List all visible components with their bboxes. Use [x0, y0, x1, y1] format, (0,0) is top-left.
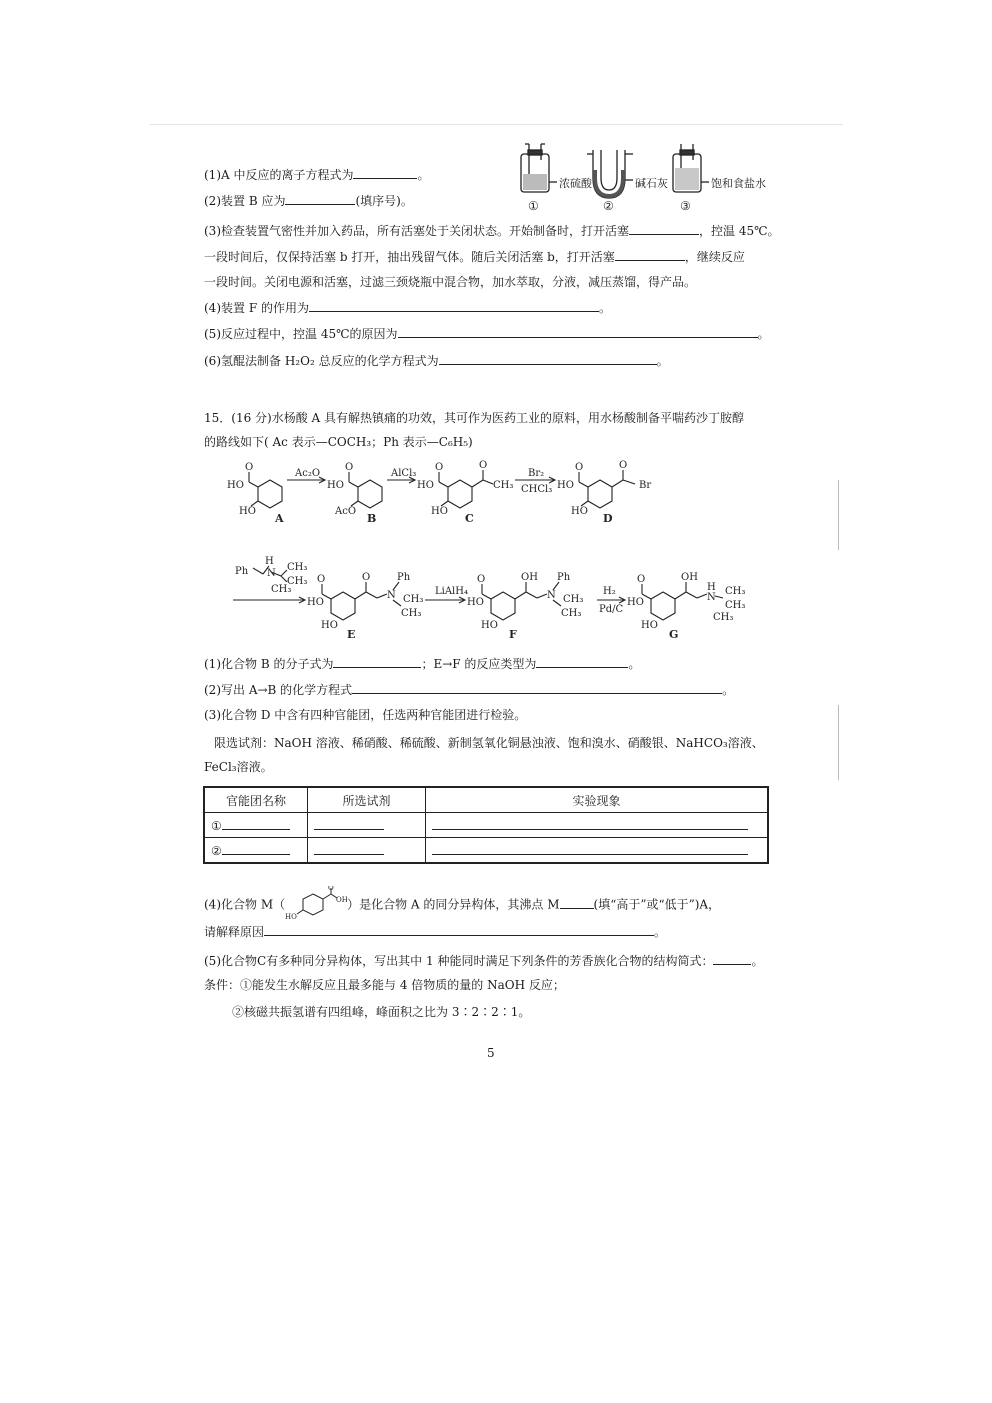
- compound-label: G: [669, 628, 679, 641]
- label-saturated-brine: 饱和食盐水: [711, 177, 766, 190]
- u-tube-icon: [587, 150, 633, 198]
- q15-sub2: (2)写出 A→B 的化学方程式 。: [204, 683, 735, 697]
- benzene-ring: [491, 592, 515, 620]
- reagent-label: CHCl₃: [521, 484, 553, 495]
- reagent-label: Br₂: [528, 468, 545, 479]
- page-number: 5: [487, 1046, 495, 1060]
- compound-label: B: [367, 512, 377, 525]
- atom-label: HO: [467, 597, 484, 608]
- synthesis-scheme-drawing: [225, 556, 765, 642]
- table-cell[interactable]: ①: [204, 813, 308, 838]
- q14-part1: (1)A 中反应的离子方程式为 。: [204, 168, 430, 182]
- q14-part3-line3: 一段时间。关闭电源和活塞，过滤三颈烧瓶中混合物，加水萃取，分液，减压蒸馏，得产品。: [204, 275, 697, 289]
- table-header-row: [204, 787, 768, 813]
- label-soda-lime: 碱石灰: [635, 177, 668, 190]
- q14-part3-line2: 一段时间后，仅保持活塞 b 打开，抽出残留气体。随后关闭活塞 b，打开活塞 ，继续反应: [204, 250, 745, 264]
- atom-label: Ph: [557, 572, 571, 583]
- reagent-label: Pd/C: [599, 604, 624, 615]
- atom-label: O: [637, 574, 646, 585]
- table-row: [204, 813, 768, 838]
- atom-label: HO: [239, 506, 256, 517]
- atom-label: H: [707, 582, 716, 593]
- answer-blank[interactable]: [222, 842, 290, 855]
- apparatus-diagram: [515, 140, 815, 215]
- table-header: 实验现象: [426, 787, 769, 813]
- atom-label: O: [328, 886, 334, 892]
- apparatus-drawing: [515, 140, 815, 215]
- atom-label: O: [435, 462, 444, 473]
- atom-label: HO: [307, 597, 324, 608]
- apparatus-number: ②: [603, 199, 614, 213]
- compound-label: E: [347, 628, 356, 641]
- atom-label: O: [479, 460, 488, 471]
- atom-label: N: [707, 592, 716, 603]
- answer-blank[interactable]: [309, 299, 599, 312]
- atom-label: HO: [641, 620, 658, 631]
- atom-label: OH: [336, 896, 348, 904]
- answer-blank[interactable]: [314, 842, 384, 855]
- atom-label: OH: [521, 572, 538, 583]
- atom-label: O: [345, 462, 354, 473]
- atom-label: N: [547, 590, 556, 601]
- answer-blank[interactable]: [629, 222, 699, 235]
- atom-label: CH₃: [725, 600, 746, 611]
- atom-label: CH₃: [271, 584, 292, 595]
- q14-part1-text: (1)A 中反应的离子方程式为: [204, 168, 354, 182]
- answer-blank[interactable]: [536, 655, 628, 668]
- compound-m-drawing: [285, 886, 347, 920]
- atom-label: Ph: [235, 566, 249, 577]
- reagent-label: LiAlH₄: [435, 586, 468, 597]
- atom-label: H: [265, 556, 274, 567]
- atom-label: HO: [431, 506, 448, 517]
- q15-intro-line2: 的路线如下( Ac 表示—COCH₃；Ph 表示—C₆H₅): [204, 435, 473, 449]
- compound-m-structure: [285, 886, 347, 924]
- q15-intro-line1: 15．(16 分)水杨酸 A 具有解热镇痛的功效，其可作为医药工业的原料，用水杨酸制备平喘药沙丁胺醇: [204, 411, 745, 425]
- answer-blank[interactable]: [713, 952, 751, 965]
- q14-part2-text: (2)装置 B 应为: [204, 194, 286, 208]
- q14-part2: (2)装置 B 应为 (填序号)。: [204, 194, 413, 208]
- q15-condition2: ②核磁共振氢谱有四组峰，峰面积之比为 3∶2∶2∶1。: [232, 1005, 531, 1019]
- q15-condition1: 条件：①能发生水解反应且最多能与 4 倍物质的量的 NaOH 反应；: [204, 978, 565, 992]
- answer-blank[interactable]: [353, 166, 417, 179]
- scan-margin-mark: [838, 705, 839, 780]
- benzene-ring: [588, 480, 612, 508]
- label-conc-sulfuric-acid: 浓硫酸: [559, 177, 592, 190]
- compound-label: A: [275, 512, 284, 525]
- table-cell[interactable]: [308, 813, 426, 838]
- answer-blank[interactable]: [439, 352, 657, 365]
- atom-label: O: [575, 462, 584, 473]
- atom-label: CH₃: [287, 576, 308, 587]
- answer-blank[interactable]: [432, 842, 748, 855]
- q15-sub3: (3)化合物 D 中含有四种官能团，任选两种官能团进行检验。: [204, 708, 527, 722]
- atom-label: CH₃: [403, 594, 424, 605]
- reagent-label: Ac₂O: [295, 468, 321, 479]
- q15-sub5: (5)化合物C有多种同分异构体，写出其中 1 种能同时满足下列条件的芳香族化合物的结构简式： 。: [204, 954, 764, 968]
- q15-reagent-list-line1: 限选试剂：NaOH 溶液、稀硝酸、稀硫酸、新制氢氧化铜悬浊液、饱和溴水、硝酸银、NaHCO₃溶液、: [214, 736, 764, 750]
- answer-blank[interactable]: [222, 817, 290, 830]
- table-header: 官能团名称: [204, 787, 308, 813]
- q14-part6: (6)氢醌法制备 H₂O₂ 总反应的化学方程式为 。: [204, 354, 669, 368]
- atom-label: O: [317, 574, 326, 585]
- atom-label: CH₃: [713, 612, 734, 623]
- apparatus-number: ①: [528, 199, 539, 213]
- top-rule: [150, 124, 843, 125]
- wash-bottle-icon: [673, 144, 709, 192]
- table-cell[interactable]: [308, 838, 426, 864]
- atom-label: OH: [681, 572, 698, 583]
- benzene-ring: [358, 480, 382, 508]
- synthesis-scheme-drawing: [225, 458, 745, 528]
- table-header: 所选试剂: [308, 787, 426, 813]
- table-row: [204, 838, 768, 864]
- atom-label: HO: [321, 620, 338, 631]
- compound-label: F: [509, 628, 517, 641]
- atom-label: CH₃: [563, 594, 584, 605]
- q14-part5: (5)反应过程中，控温 45℃的原因为 。: [204, 327, 770, 341]
- wash-bottle-icon: [521, 144, 557, 192]
- compound-label: D: [603, 512, 613, 525]
- benzene-ring: [331, 592, 355, 620]
- atom-label: O: [362, 572, 371, 583]
- q14-part4: (4)装置 F 的作用为 。: [204, 301, 611, 315]
- atom-label: CH₃: [287, 562, 308, 573]
- answer-blank[interactable]: [264, 923, 654, 936]
- compound-label: C: [465, 512, 474, 525]
- atom-label: HO: [627, 597, 644, 608]
- q15-sub1: (1)化合物 B 的分子式为 ；E→F 的反应类型为 。: [204, 657, 641, 671]
- synthesis-scheme-row1: [225, 458, 745, 531]
- answer-blank[interactable]: [560, 896, 594, 909]
- atom-label: CH₃: [493, 480, 514, 491]
- atom-label: CH₃: [401, 608, 422, 619]
- atom-label: HO: [571, 506, 588, 517]
- reagent-label: H₂: [603, 586, 616, 597]
- apparatus-number: ③: [680, 199, 691, 213]
- functional-group-table: [203, 786, 769, 864]
- atom-label: HO: [227, 480, 244, 491]
- table-cell[interactable]: ②: [204, 838, 308, 864]
- atom-label: AcO: [335, 506, 357, 517]
- answer-blank[interactable]: [333, 655, 421, 668]
- benzene-ring: [258, 480, 282, 508]
- atom-label: O: [477, 574, 486, 585]
- atom-label: HO: [327, 480, 344, 491]
- atom-label: HO: [481, 620, 498, 631]
- answer-blank[interactable]: [285, 192, 355, 205]
- atom-label: HO: [417, 480, 434, 491]
- atom-label: O: [245, 462, 254, 473]
- atom-label: Br: [639, 480, 652, 491]
- benzene-ring: [448, 480, 472, 508]
- table-cell[interactable]: [426, 838, 769, 864]
- atom-label: HO: [557, 480, 574, 491]
- atom-label: Ph: [397, 572, 411, 583]
- q15-reagent-list-line2: FeCl₃溶液。: [204, 760, 273, 774]
- scan-margin-mark: [838, 480, 839, 550]
- q14-part3-line1: (3)检查装置气密性并加入药品，所有活塞处于关闭状态。开始制备时，打开活塞 ，控温 45℃。: [204, 224, 780, 238]
- atom-label: O: [619, 460, 628, 471]
- atom-label: CH₃: [725, 586, 746, 597]
- q15-sub4-explain: 请解释原因 。: [204, 925, 667, 939]
- q15-sub4: (4)化合物 M（ O OH HO ）是化合物 A 的同分异构体，其沸点 M (填“高于”或“低于”)A，: [204, 886, 720, 924]
- answer-blank[interactable]: [352, 681, 722, 694]
- h2o2-formula: H₂O₂: [284, 354, 315, 368]
- atom-label: HO: [285, 913, 297, 920]
- answer-blank[interactable]: [398, 325, 758, 338]
- answer-blank[interactable]: [314, 817, 384, 830]
- atom-label: N: [387, 590, 396, 601]
- table-cell[interactable]: [426, 813, 769, 838]
- answer-blank[interactable]: [615, 248, 685, 261]
- atom-label: N: [267, 568, 276, 579]
- atom-label: CH₃: [561, 608, 582, 619]
- benzene-ring: [651, 592, 675, 620]
- synthesis-scheme-row2: [225, 556, 765, 645]
- answer-blank[interactable]: [432, 817, 748, 830]
- reagent-label: AlCl₃: [391, 468, 417, 479]
